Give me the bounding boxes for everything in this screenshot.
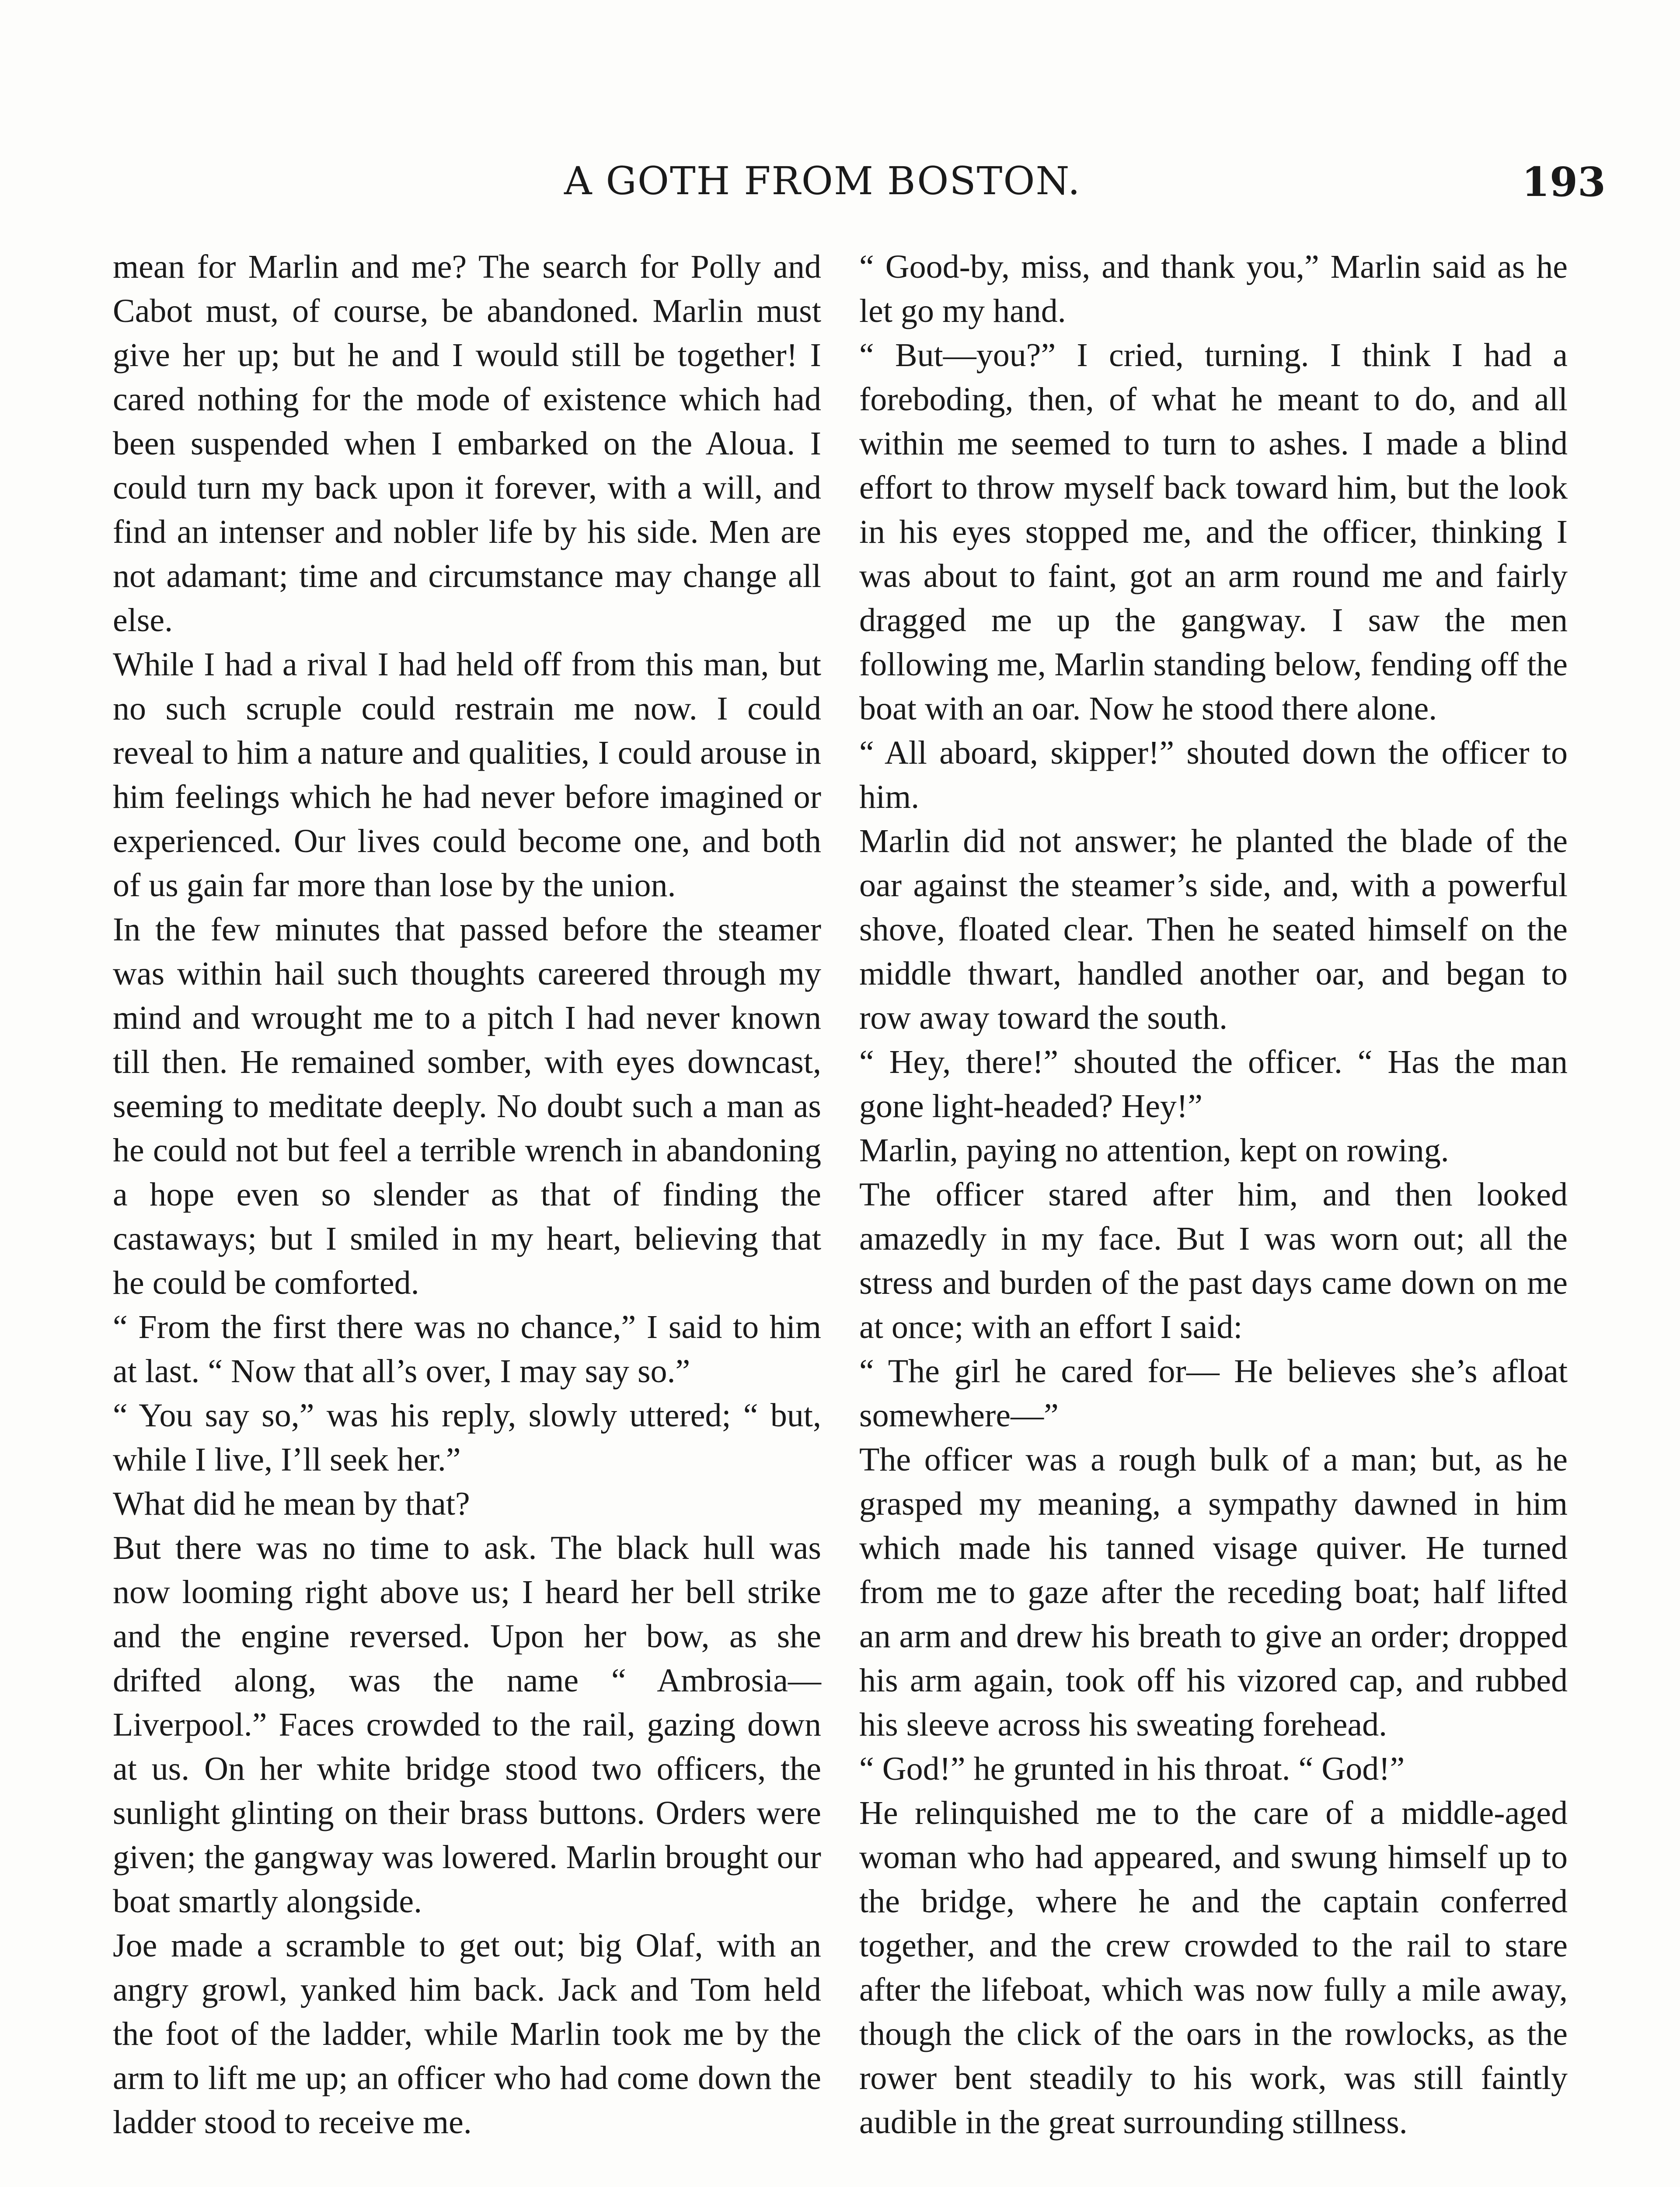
paragraph: “ All aboard, skipper!” shouted down the officer to him.	[859, 734, 1568, 815]
paragraph: Joe made a scramble to get out; big Olaf, with an angry growl, yanked him back. Jack and Tom held the foot of the ladder, while Marlin took me by the arm to lift me up; an officer who had come down the ladder stood to receive me.	[113, 1927, 821, 2141]
paragraph: The officer was a rough bulk of a man; but, as he grasped my meaning, a sympathy dawned in him which made his tanned visage quiver. He turned from me to gaze after the receding boat; half lifted an arm and drew his breath to give an order; dropped his arm again, took off his vizored cap, and rubbed his sleeve across his sweating forehead.	[859, 1441, 1568, 1743]
paragraph: What did he mean by that?	[113, 1485, 470, 1522]
paragraph: “ You say so,” was his reply, slowly uttered; “ but, while I live, I’ll seek her.”	[113, 1397, 821, 1478]
paragraph: The officer stared after him, and then looked amazedly in my face. But I was worn out; all the stress and burden of the past days came down on me at once; with an effort I said:	[859, 1176, 1568, 1345]
paragraph: “ But—you?” I cried, turning. I think I had a foreboding, then, of what he meant to do, and all within me seemed to turn to ashes. I made a blind effort to throw myself back toward him, but the look in his eyes stopped me, and the officer, thinking I was about to faint, got an arm round me and fairly dragged me up the gangway. I saw the men following me, Marlin standing below, fending off the boat with an oar. Now he stood there alone.	[859, 337, 1568, 727]
paragraph: But there was no time to ask. The black hull was now looming right above us; I heard her bell strike and the engine reversed. Upon her bow, as she drifted along, was the name “ Ambrosia—Liverpool.” Faces crowded to the rail, gazing down at us. On her white bridge stood two officers, the sunlight glinting on their brass buttons. Orders were given; the gangway was lowered. Marlin brought our boat smartly alongside.	[113, 1530, 821, 1920]
paragraph: “ Hey, there!” shouted the officer. “ Has the man gone light-headed? Hey!”	[859, 1044, 1568, 1125]
paragraph: Marlin, paying no attention, kept on rowing.	[859, 1132, 1449, 1169]
paragraph: In the few minutes that passed before the steamer was within hail such thoughts careered through my mind and wrought me to a pitch I had never known till then. He remained somber, with eyes downcast, seeming to meditate deeply. No doubt such a man as he could not but feel a terrible wrench in abandoning a hope even so slender as that of finding the castaways; but I smiled in my heart, believing that he could be comforted.	[113, 911, 821, 1301]
paragraph: “ God!” he grunted in his throat. “ God!”	[859, 1750, 1405, 1787]
right-column	[859, 245, 1568, 2145]
running-title: A GOTH FROM BOSTON.	[564, 158, 1081, 203]
paragraph: “ The girl he cared for— He believes she’s afloat somewhere—”	[859, 1353, 1568, 1434]
paragraph: He relinquished me to the care of a middle-aged woman who had appeared, and swung himself up to the bridge, where he and the captain conferred together, and the crew crowded to the rail to stare after the lifeboat, which was now fully a mile away, though the click of the oars in the rowlocks, as the rower bent steadily to his work, was still faintly audible in the great surrounding stillness.	[859, 1795, 1568, 2141]
left-column	[113, 245, 821, 2145]
paragraph: Marlin did not answer; he planted the blade of the oar against the steamer’s side, and, with a powerful shove, floated clear. Then he seated himself on the middle thwart, handled another oar, and began to row away toward the south.	[859, 823, 1568, 1036]
paragraph: “ Good-by, miss, and thank you,” Marlin said as he let go my hand.	[859, 248, 1568, 329]
paragraph: mean for Marlin and me? The search for Polly and Cabot must, of course, be abandoned. Marlin must give her up; but he and I would still be together! I cared nothing for the mode of existence which had been suspended when I embarked on the Aloua. I could turn my back upon it forever, with a will, and find an intenser and nobler life by his side. Men are not adamant; time and circumstance may change all else.	[113, 248, 821, 639]
paragraph: “ From the first there was no chance,” I said to him at last. “ Now that all’s over, I may say so.”	[113, 1309, 821, 1390]
page-number: 193	[1522, 158, 1606, 206]
paragraph: While I had a rival I had held off from this man, but no such scruple could restrain me now. I could reveal to him a nature and qualities, I could arouse in him feelings which he had never before imagined or experienced. Our lives could become one, and both of us gain far more than lose by the union.	[113, 646, 821, 904]
